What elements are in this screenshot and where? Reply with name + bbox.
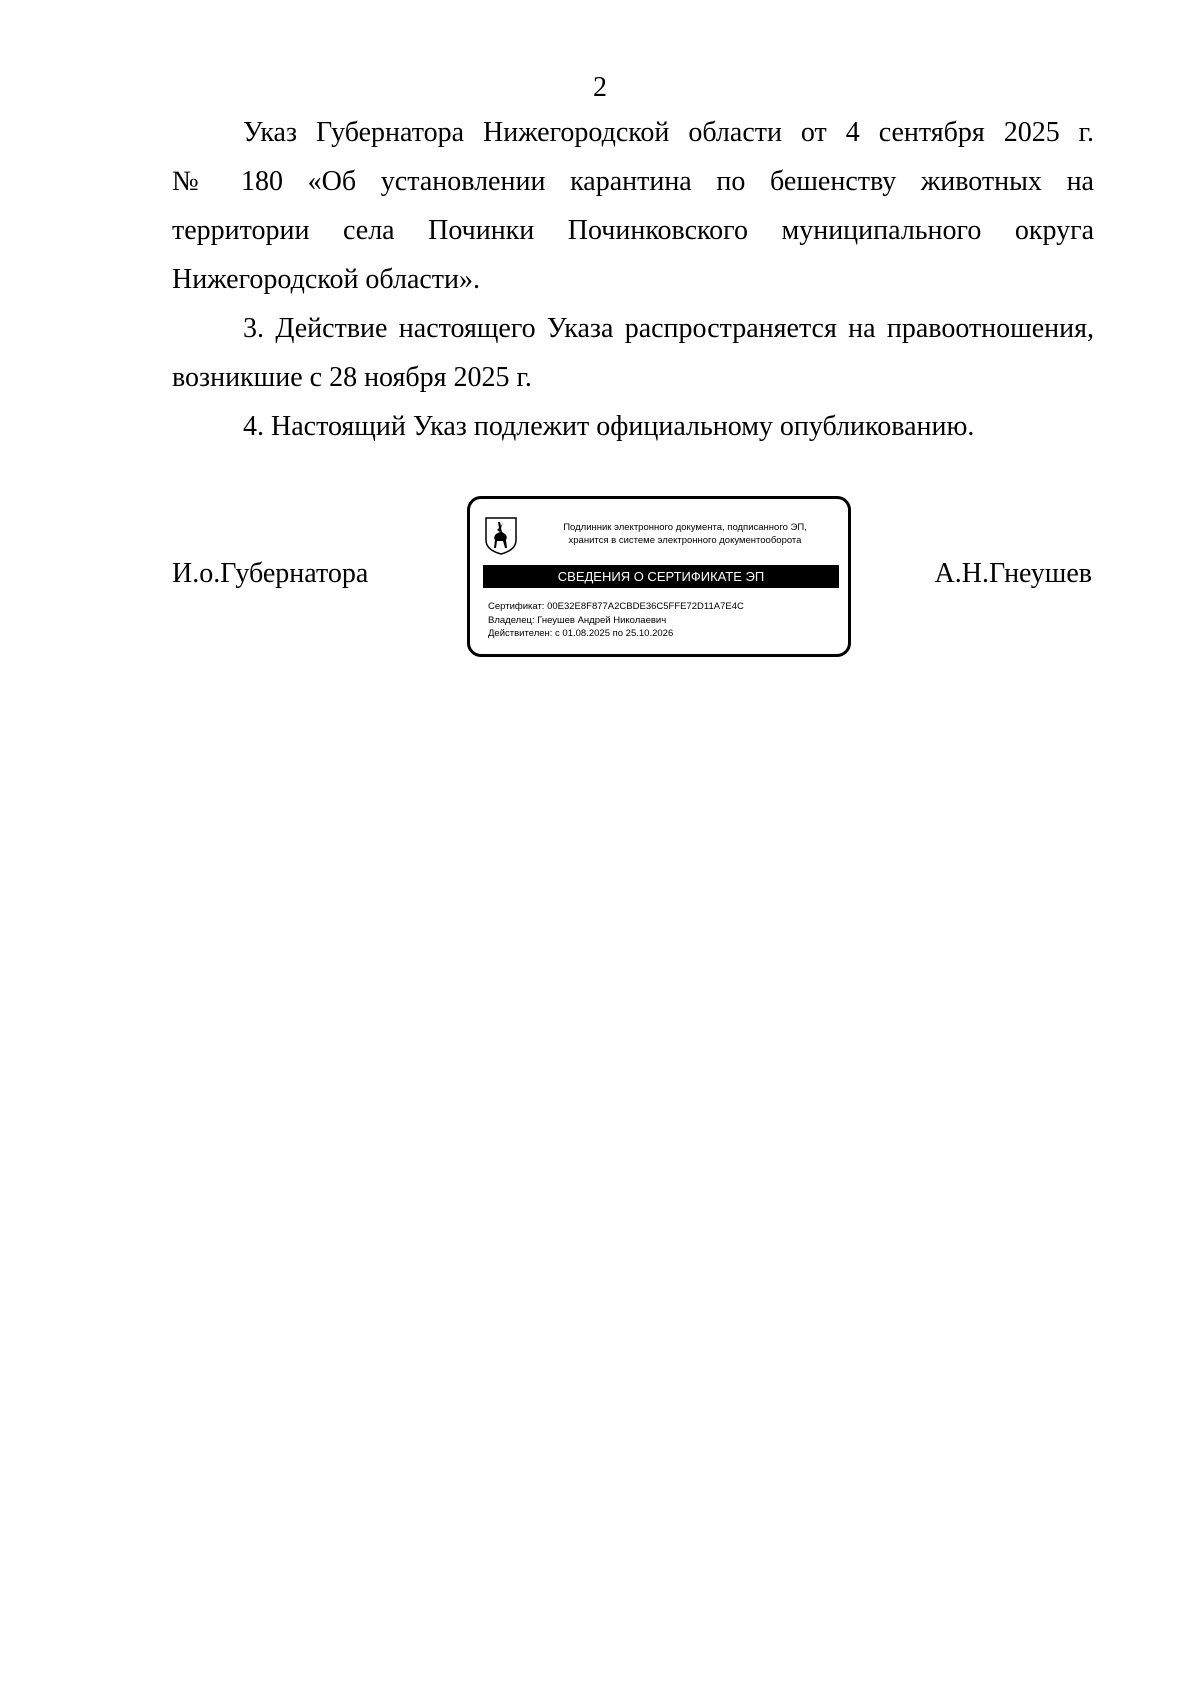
paragraph-line: № 180 «Об установлении карантина по бешенству животных на: [172, 166, 1094, 197]
stamp-header: [530, 521, 840, 547]
certificate-owner: Владелец: Гнеушев Андрей Николаевич: [488, 614, 667, 626]
stamp-info: [488, 600, 744, 641]
paragraph-line: возникшие с 28 ноября 2025 г.: [172, 362, 532, 393]
coat-of-arms-icon: [484, 516, 518, 556]
stamp-title: СВЕДЕНИЯ О СЕРТИФИКАТЕ ЭП: [483, 565, 839, 588]
stamp-header-line: хранится в системе электронного документооборота: [568, 535, 802, 546]
certificate-validity: Действителен: с 01.08.2025 по 25.10.2026: [488, 628, 674, 639]
electronic-signature-stamp: [467, 496, 851, 657]
stamp-header-line: Подлинник электронного документа, подписанного ЭП,: [563, 522, 807, 533]
certificate-number: Сертификат: 00E32E8F877A2CBDE36C5FFE72D11A7E4C: [488, 601, 744, 612]
signatory-position: И.о.Губернатора: [172, 558, 369, 589]
paragraph-line: Нижегородской области».: [172, 264, 481, 295]
paragraph-line: территории села Починки Починковского муниципального округа: [172, 215, 1094, 246]
page-number: 2: [593, 72, 607, 103]
signatory-name: А.Н.Гнеушев: [934, 558, 1092, 589]
paragraph-line: 4. Настоящий Указ подлежит официальному опубликованию.: [243, 411, 975, 442]
paragraph-line: Указ Губернатора Нижегородской области от 4 сентября 2025 г.: [243, 117, 1094, 148]
paragraph-line: 3. Действие настоящего Указа распространяется на правоотношения,: [243, 313, 1094, 344]
